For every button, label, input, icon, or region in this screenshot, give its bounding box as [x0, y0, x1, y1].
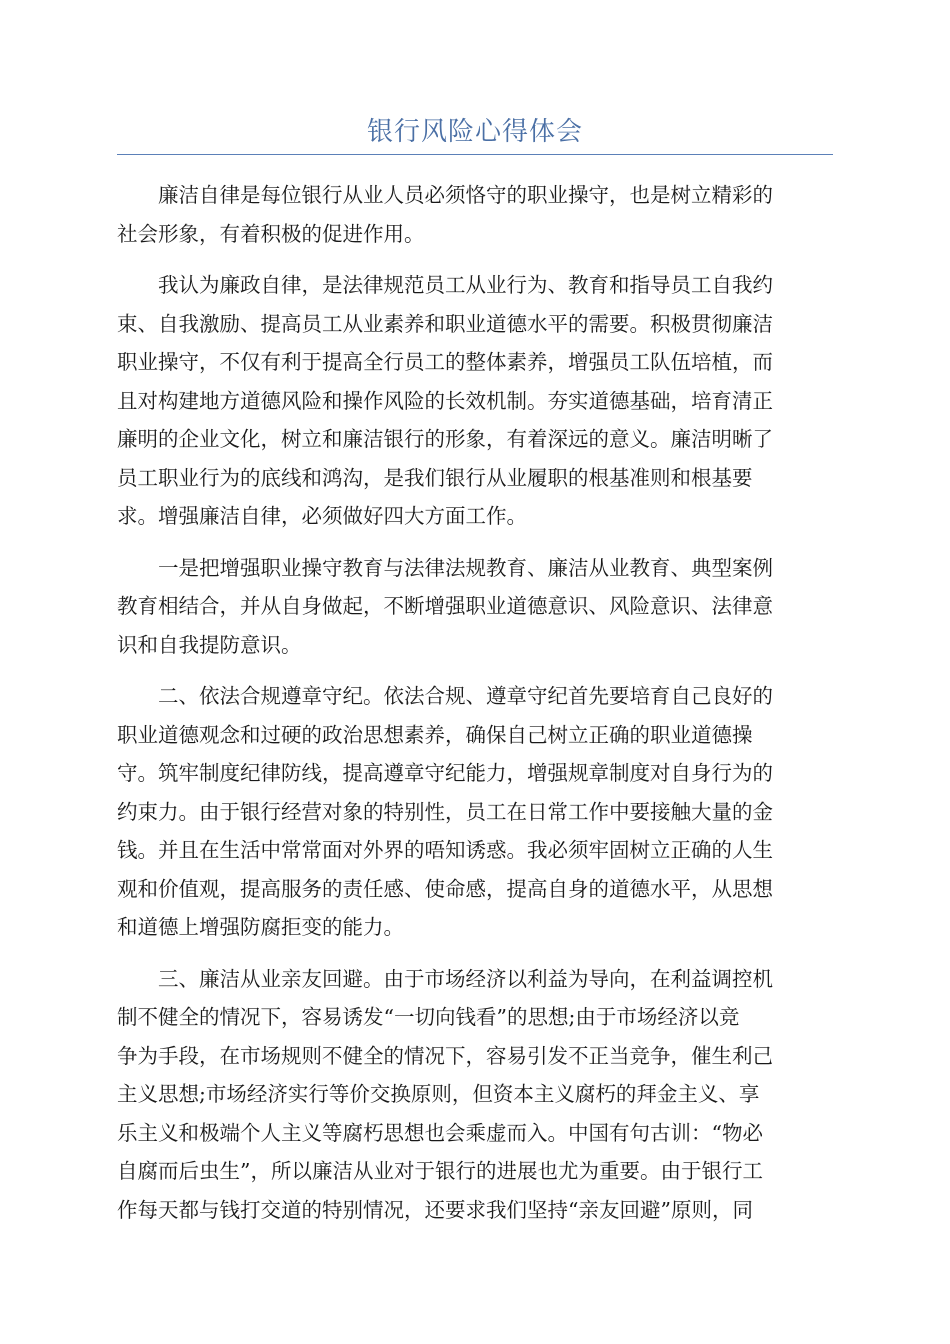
paragraph-line: 钱。并且在生活中常常面对外界的唔知诱惑。我必须牢固树立正确的人生 [117, 838, 773, 862]
paragraph-line: 争为手段，在市场规则不健全的情况下，容易引发不正当竞争，催生利己 [117, 1043, 773, 1068]
paragraph-line: 和道德上增强防腐拒变的能力。 [117, 915, 404, 939]
document-body [117, 176, 833, 1242]
paragraph-line: 一是把增强职业操守教育与法律法规教育、廉洁从业教育、典型案例 [158, 555, 773, 580]
paragraph-line: 守。筑牢制度纪律防线，提高遵章守纪能力，增强规章制度对自身行为的 [117, 761, 773, 785]
paragraph-line: 观和价值观，提高服务的责任感、使命感，提高自身的道德水平，从思想 [117, 876, 773, 901]
paragraph-line: 教育相结合，并从自身做起，不断增强职业道德意识、风险意识、法律意 [117, 594, 773, 618]
paragraph-line: 制不健全的情况下，容易诱发“一切向钱看”的思想;由于市场经济以竞 [117, 1005, 740, 1029]
paragraph-line: 廉洁自律是每位银行从业人员必须恪守的职业操守，也是树立精彩的 [158, 183, 773, 207]
document-title: 银行风险心得体会 [366, 117, 583, 147]
paragraph-line: 识和自我提防意识。 [117, 632, 302, 657]
paragraph-line: 员工职业行为的底线和鸿沟，是我们银行从业履职的根基准则和根基要 [117, 465, 753, 490]
paragraph-line: 三、廉洁从业亲友回避。由于市场经济以利益为导向，在利益调控机 [158, 966, 773, 991]
paragraph-1 [117, 176, 833, 253]
paragraph-line: 且对构建地方道德风险和操作风险的长效机制。夯实道德基础，培育清正 [117, 388, 773, 413]
paragraph-line: 束、自我激励、提高员工从业素养和职业道德水平的需要。积极贯彻廉洁 [117, 311, 773, 336]
paragraph-line: 作每天都与钱打交道的特别情况，还要求我们坚持“亲友回避”原则，同 [117, 1197, 753, 1222]
paragraph-line: 乐主义和极端个人主义等腐朽思想也会乘虚而入。中国有句古训：“物必 [117, 1120, 763, 1145]
paragraph-line: 职业操守，不仅有利于提高全行员工的整体素养，增强员工队伍培植，而 [117, 350, 773, 374]
paragraph-5 [117, 960, 833, 1230]
paragraph-2 [117, 266, 833, 536]
paragraph-line: 约束力。由于银行经营对象的特别性，员工在日常工作中要接触大量的金 [117, 799, 773, 824]
title-underline [117, 154, 833, 155]
paragraph-line: 廉明的企业文化，树立和廉洁银行的形象，有着深远的意义。廉洁明晰了 [117, 427, 773, 451]
paragraph-4 [117, 677, 833, 947]
paragraph-line: 我认为廉政自律，是法律规范员工从业行为、教育和指导员工自我约 [158, 273, 773, 297]
paragraph-line: 求。增强廉洁自律，必须做好四大方面工作。 [117, 504, 527, 528]
paragraph-line: 自腐而后虫生”，所以廉洁从业对于银行的进展也尤为重要。由于银行工 [117, 1159, 763, 1183]
paragraph-line: 二、依法合规遵章守纪。依法合规、遵章守纪首先要培育自己良好的 [158, 684, 773, 708]
paragraph-line: 职业道德观念和过硬的政治思想素养，确保自己树立正确的职业道德操 [117, 722, 753, 747]
paragraph-line: 主义思想;市场经济实行等价交换原则，但资本主义腐朽的拜金主义、享 [117, 1082, 760, 1106]
paragraph-3 [117, 549, 833, 665]
paragraph-line: 社会形象，有着积极的促进作用。 [117, 221, 425, 246]
